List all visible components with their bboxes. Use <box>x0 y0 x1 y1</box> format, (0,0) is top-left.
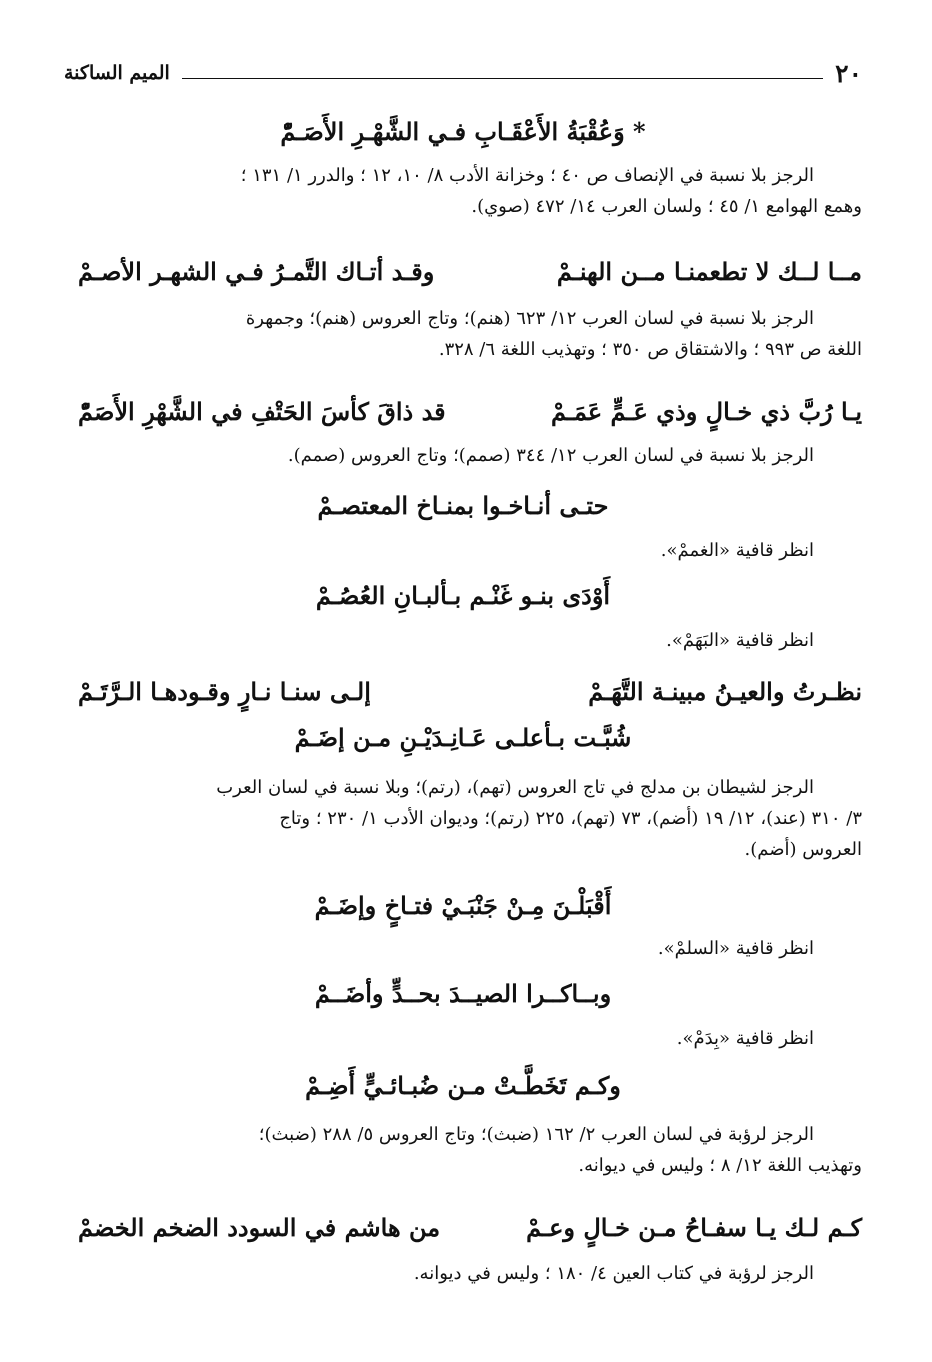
verse-second-hemistich: إلـى سنـا نـارٍ وقـودهـا الـرَّتَـمْ <box>78 677 371 706</box>
verse-line: أَقْبَلْـنَ مِـنْ جَنْبَـيْ فتـاخٍ وإضَـمْ <box>314 891 612 920</box>
citation-line: الرجز لشيطان بن مدلج في تاج العروس (تهم)، (رتم)؛ وبلا نسبة في لسان العرب <box>216 777 814 798</box>
citation-line: الرجز بلا نسبة في لسان العرب ١٢/ ٦٢٣ (هنم)؛ وتاج العروس (هنم)؛ وجمهرة <box>245 308 814 329</box>
verse-line: حتـى أنـاخـوا بمنـاخ المعتصـمْ <box>317 491 609 520</box>
citation-line: وهمع الهوامع ١/ ٤٥ ؛ ولسان العرب ١٤/ ٤٧٢ (صوي). <box>471 196 862 217</box>
verse-couplet <box>78 678 862 707</box>
page-header <box>64 56 862 90</box>
citation-line: العروس (أضم). <box>744 839 862 860</box>
cross-reference: انظر قافية «بِدَمْ». <box>676 1028 814 1049</box>
verse-first-hemistich: يـا رُبَّ ذي خـالٍ وذي عَـمٍّ عَمَـمْ <box>550 397 862 426</box>
verse-second-hemistich: من هاشم في السودد الضخم الخضمْ <box>78 1213 441 1242</box>
citation-line: ٣/ ٣١٠ (عند)، ١٢/ ١٩ (أضم)، ٧٣ (تهم)، ٢٢٥ (رتم)؛ وديوان الأدب ١/ ٢٣٠ ؛ وتاج <box>279 808 862 829</box>
citation-line: وتهذيب اللغة ١٢/ ٨ ؛ وليس في ديوانه. <box>578 1155 862 1176</box>
verse-first-hemistich: نظـرتُ والعيـنُ مبينـة التَّهَـمْ <box>588 677 862 706</box>
verse-first-hemistich: مــا لــك لا تطعمنـا مــن الهنـمْ <box>556 257 862 286</box>
verse-second-hemistich: قد ذاقَ كأسَ الحَتْفِ في الشَّهْرِ الأَصَمّْ <box>78 397 446 426</box>
header-rule <box>182 78 823 79</box>
cross-reference: انظر قافية «البَهَمْ». <box>666 630 814 651</box>
cross-reference: انظر قافية «السلمْ». <box>657 938 814 959</box>
verse-couplet <box>78 1214 862 1243</box>
citation-line: الرجز بلا نسبة في الإنصاف ص ٤٠ ؛ وخزانة الأدب ٨/ ١٠، ١٢ ؛ والدرر ١/ ١٣١ ؛ <box>240 165 814 186</box>
verse-second-hemistich: وقـد أتـاك التَّمـرُ فـي الشهـر الأصـمْ <box>78 257 435 286</box>
cross-reference: انظر قافية «الغممْ». <box>660 540 814 561</box>
verse-line: * وَعُقْبَةُ الأَعْقَـابِ فـي الشَّهْـرِ الأَصَـمّْ <box>280 117 646 146</box>
page-number: ٢٠ <box>835 58 862 88</box>
verse-line: وبــاكــرا الصيــدَ بحــدٍّ وأضَــمْ <box>314 979 612 1008</box>
citation-line: الرجز لرؤبة في لسان العرب ٢/ ١٦٢ (ضبث)؛ وتاج العروس ٥/ ٢٨٨ (ضبث)؛ <box>258 1124 814 1145</box>
citation-line: اللغة ص ٩٩٣ ؛ والاشتقاق ص ٣٥٠ ؛ وتهذيب اللغة ٦/ ٣٢٨. <box>438 339 862 360</box>
verse-line: وكـم تَخَطَّـتْ مـن ضُبـائـيٍّ أَضِـمْ <box>305 1071 621 1100</box>
verse-line: أَوْدَى بنـو غَنْـم بـألبـانِ العُصُـمْ <box>315 581 611 610</box>
verse-first-hemistich: كـم لـك يـا سفـاحُ مـن خـالٍ وعـمْ <box>526 1213 862 1242</box>
verse-line: شُبَّـت بـأعلـى عَـانِـدَيْـنِ مـن إضَـمْ <box>294 723 632 752</box>
verse-couplet <box>78 258 862 287</box>
citation-line: الرجز بلا نسبة في لسان العرب ١٢/ ٣٤٤ (صمم)؛ وتاج العروس (صمم). <box>287 445 814 466</box>
citation-line: الرجز لرؤبة في كتاب العين ٤/ ١٨٠ ؛ وليس في ديوانه. <box>413 1263 814 1284</box>
verse-couplet <box>78 398 862 427</box>
running-title: الميم الساكنة <box>64 62 170 84</box>
